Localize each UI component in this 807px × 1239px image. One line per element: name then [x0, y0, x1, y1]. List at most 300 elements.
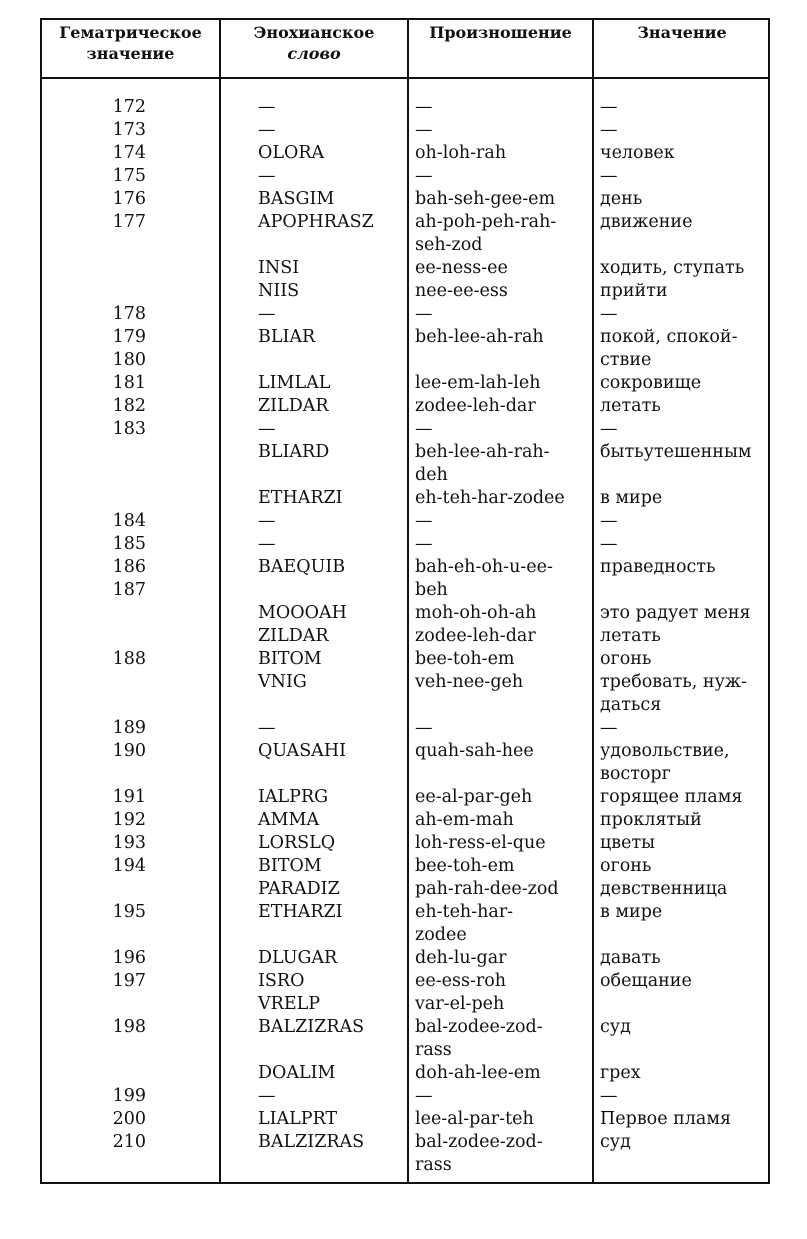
pronunciation-cell-line: ee-ness-ee: [415, 258, 508, 278]
enochian-word-cell: [258, 211, 374, 234]
header-meaning: [594, 22, 770, 77]
meaning-cell: [600, 280, 668, 303]
gematria-value-cell: [92, 947, 146, 970]
meaning-cell: [600, 602, 751, 625]
enochian-word-cell: [258, 418, 276, 441]
enochian-word-cell-line: QUASAHI: [258, 741, 346, 761]
gematria-value-cell-line: 188: [112, 649, 146, 669]
table-row: [42, 1062, 768, 1085]
gematria-value-cell-line: 179: [112, 327, 146, 347]
enochian-word-cell: [258, 142, 324, 165]
enochian-word-cell: [258, 993, 320, 1016]
meaning-cell-line: —: [600, 419, 618, 439]
meaning-cell: [600, 970, 692, 993]
meaning-cell-line: бытьутешенным: [600, 442, 752, 462]
meaning-cell-line: это радует меня: [600, 603, 751, 623]
enochian-word-cell: [258, 648, 322, 671]
header-pronunciation: [409, 22, 592, 77]
pronunciation-cell-line: —: [415, 1086, 433, 1106]
meaning-cell: [600, 671, 747, 717]
table-row: [42, 855, 768, 878]
gematria-value-cell-line: 173: [112, 120, 146, 140]
meaning-cell-line: обещание: [600, 971, 692, 991]
gematria-value-cell: [92, 533, 146, 556]
pronunciation-cell: [415, 418, 433, 441]
pronunciation-cell: [415, 855, 515, 878]
gematria-value-cell: [92, 96, 146, 119]
enochian-word-cell-line: LIALPRT: [258, 1109, 338, 1129]
pronunciation-cell: [415, 740, 534, 763]
enochian-word-cell-line: —: [258, 534, 276, 554]
table-row: [42, 878, 768, 901]
enochian-word-cell-line: ETHARZI: [258, 902, 343, 922]
enochian-word-cell-line: ISRO: [258, 971, 305, 991]
enochian-word-cell-line: VRELP: [258, 994, 320, 1014]
meaning-cell: [600, 1016, 631, 1039]
pronunciation-cell-line: var-el-peh: [415, 994, 505, 1014]
meaning-cell: [600, 1062, 641, 1085]
meaning-cell: [600, 1131, 631, 1154]
gematria-value-cell: [92, 556, 146, 579]
gematria-value-cell-line: 193: [112, 833, 146, 853]
meaning-cell-line: —: [600, 166, 618, 186]
pronunciation-cell-line: —: [415, 534, 433, 554]
meaning-cell: [600, 648, 651, 671]
meaning-cell: [600, 257, 744, 280]
meaning-cell-line: день: [600, 189, 643, 209]
enochian-word-cell-line: VNIG: [258, 672, 307, 692]
enochian-word-cell-line: —: [258, 1086, 276, 1106]
pronunciation-cell-line: seh-zod: [415, 235, 483, 255]
pronunciation-cell: [415, 441, 550, 487]
enochian-word-cell-line: —: [258, 97, 276, 117]
enochian-word-cell-line: BLIAR: [258, 327, 316, 347]
enochian-word-cell-line: AMMA: [258, 810, 320, 830]
enochian-word-cell: [258, 809, 319, 832]
meaning-cell-line: восторг: [600, 764, 671, 784]
pronunciation-cell: [415, 257, 508, 280]
gematria-value-cell: [92, 1108, 146, 1131]
enochian-word-cell: [258, 1016, 364, 1039]
pronunciation-cell: [415, 901, 513, 947]
pronunciation-cell-line: —: [415, 166, 433, 186]
gematria-value-cell-line: 175: [112, 166, 146, 186]
pronunciation-cell: [415, 717, 433, 740]
enochian-word-cell-line: OLORA: [258, 143, 325, 163]
meaning-cell: [600, 947, 661, 970]
pronunciation-cell: [415, 786, 532, 809]
table-row: [42, 947, 768, 970]
meaning-cell: [600, 878, 727, 901]
meaning-cell-line: —: [600, 534, 618, 554]
pronunciation-cell: [415, 648, 515, 671]
gematria-value-cell-line: 178: [112, 304, 146, 324]
pronunciation-cell: [415, 96, 433, 119]
table-row: [42, 671, 768, 717]
pronunciation-cell: [415, 119, 433, 142]
enochian-word-cell: [258, 533, 276, 556]
enochian-word-cell: [258, 947, 337, 970]
meaning-cell-line: требовать, нуж-: [600, 672, 747, 692]
gematria-value-cell: [92, 395, 146, 418]
enochian-word-cell: [258, 602, 347, 625]
pronunciation-cell-line: beh: [415, 580, 448, 600]
enochian-word-cell-line: BITOM: [258, 856, 322, 876]
pronunciation-cell-line: —: [415, 304, 433, 324]
gematria-value-cell: [92, 832, 146, 855]
meaning-cell-line: —: [600, 97, 618, 117]
header-text: Произношение: [429, 23, 572, 42]
table-row: [42, 1085, 768, 1108]
enochian-word-cell: [258, 878, 340, 901]
meaning-cell-line: —: [600, 120, 618, 140]
table-row: [42, 832, 768, 855]
gematria-value-cell: [92, 717, 146, 740]
gematria-value-cell-line: 198: [112, 1017, 146, 1037]
meaning-cell-line: Первое пламя: [600, 1109, 731, 1129]
meaning-cell: [600, 96, 618, 119]
enochian-word-cell: [258, 1108, 337, 1131]
pronunciation-cell-line: ah-em-mah: [415, 810, 514, 830]
enochian-word-cell: [258, 395, 329, 418]
pronunciation-cell-line: nee-ee-ess: [415, 281, 508, 301]
meaning-cell: [600, 372, 701, 395]
table-row: [42, 372, 768, 395]
pronunciation-cell-line: —: [415, 120, 433, 140]
enochian-word-cell: [258, 280, 299, 303]
table-row: [42, 326, 768, 372]
enochian-word-cell-line: INSI: [258, 258, 300, 278]
enochian-word-cell: [258, 1085, 276, 1108]
pronunciation-cell-line: —: [415, 97, 433, 117]
pronunciation-cell: [415, 188, 555, 211]
enochian-word-cell: [258, 855, 322, 878]
gematria-value-cell-line: 187: [112, 580, 146, 600]
gematria-value-cell: [92, 809, 146, 832]
meaning-cell: [600, 211, 692, 234]
pronunciation-cell: [415, 211, 556, 257]
enochian-word-cell-line: —: [258, 166, 276, 186]
meaning-cell-line: праведность: [600, 557, 716, 577]
gematria-value-cell: [92, 786, 146, 809]
pronunciation-cell: [415, 809, 514, 832]
gematria-value-cell-line: 186: [112, 557, 146, 577]
meaning-cell: [600, 1085, 618, 1108]
meaning-cell: [600, 418, 618, 441]
table-row: [42, 1016, 768, 1062]
meaning-cell: [600, 303, 618, 326]
enochian-word-cell-line: —: [258, 419, 276, 439]
meaning-cell-line: летать: [600, 396, 661, 416]
header-enochian-word: [221, 22, 407, 77]
gematria-value-cell: [92, 1085, 146, 1108]
meaning-cell-line: девственница: [600, 879, 728, 899]
gematria-value-cell-line: 181: [112, 373, 146, 393]
meaning-cell: [600, 188, 642, 211]
enochian-word-cell: [258, 671, 307, 694]
gematria-value-cell: [92, 211, 146, 234]
enochian-word-cell-line: APOPHRASZ: [258, 212, 374, 232]
pronunciation-cell-line: bah-eh-oh-u-ee-: [415, 557, 553, 577]
gematria-value-cell-line: 180: [112, 350, 146, 370]
meaning-cell-line: ствие: [600, 350, 652, 370]
meaning-cell: [600, 533, 618, 556]
enochian-word-cell: [258, 303, 276, 326]
pronunciation-cell-line: bah-seh-gee-em: [415, 189, 556, 209]
header-gematria-value: [42, 22, 219, 77]
meaning-cell: [600, 740, 730, 786]
gematria-value-cell-line: 183: [112, 419, 146, 439]
meaning-cell: [600, 441, 752, 464]
pronunciation-cell: [415, 1062, 541, 1085]
pronunciation-cell-line: ah-poh-peh-rah-: [415, 212, 557, 232]
meaning-cell: [600, 487, 662, 510]
enochian-word-cell: [258, 441, 329, 464]
gematria-value-cell: [92, 142, 146, 165]
pronunciation-cell-line: bee-toh-em: [415, 649, 515, 669]
gematria-value-cell: [92, 510, 146, 533]
enochian-word-cell: [258, 1131, 364, 1154]
meaning-cell-line: грех: [600, 1063, 641, 1083]
table-row: [42, 1131, 768, 1177]
meaning-cell-line: суд: [600, 1132, 631, 1152]
table-row: [42, 418, 768, 441]
pronunciation-cell-line: —: [415, 511, 433, 531]
gematria-table: [40, 18, 770, 1184]
gematria-value-cell: [92, 1016, 146, 1039]
meaning-cell: [600, 901, 662, 924]
meaning-cell: [600, 717, 618, 740]
enochian-word-cell-line: BALZIZRAS: [258, 1017, 365, 1037]
table-row: [42, 280, 768, 303]
table-row: [42, 786, 768, 809]
meaning-cell-line: человек: [600, 143, 675, 163]
meaning-cell-line: летать: [600, 626, 661, 646]
table-row: [42, 533, 768, 556]
meaning-cell: [600, 395, 661, 418]
meaning-cell-line: давать: [600, 948, 661, 968]
table-row: [42, 717, 768, 740]
meaning-cell-line: цветы: [600, 833, 656, 853]
pronunciation-cell: [415, 1131, 543, 1177]
table-row: [42, 165, 768, 188]
pronunciation-cell-line: eh-teh-har-: [415, 902, 514, 922]
table-row: [42, 648, 768, 671]
header-text: Энохианское: [253, 23, 375, 42]
gematria-value-cell-line: 176: [112, 189, 146, 209]
meaning-cell-line: суд: [600, 1017, 631, 1037]
pronunciation-cell: [415, 1016, 543, 1062]
enochian-word-cell-line: —: [258, 304, 276, 324]
gematria-value-cell-line: 194: [112, 856, 146, 876]
pronunciation-cell: [415, 533, 433, 556]
pronunciation-cell-line: zodee-leh-dar: [415, 626, 536, 646]
pronunciation-cell-line: zodee: [415, 925, 467, 945]
gematria-value-cell: [92, 119, 146, 142]
table-row: [42, 119, 768, 142]
pronunciation-cell: [415, 280, 508, 303]
enochian-word-cell: [258, 119, 276, 142]
pronunciation-cell: [415, 970, 506, 993]
table-row: [42, 441, 768, 487]
gematria-value-cell-line: 200: [112, 1109, 146, 1129]
enochian-word-cell: [258, 257, 299, 280]
pronunciation-cell-line: ee-al-par-geh: [415, 787, 533, 807]
pronunciation-cell: [415, 487, 565, 510]
meaning-cell-line: —: [600, 511, 618, 531]
pronunciation-cell: [415, 326, 544, 349]
enochian-word-cell-line: BLIARD: [258, 442, 330, 462]
gematria-value-cell: [92, 1131, 146, 1154]
enochian-word-cell: [258, 372, 330, 395]
pronunciation-cell: [415, 372, 541, 395]
pronunciation-cell-line: pah-rah-dee-zod: [415, 879, 559, 899]
meaning-cell: [600, 326, 738, 372]
table-row: [42, 211, 768, 257]
meaning-cell-line: —: [600, 1086, 618, 1106]
meaning-cell-line: в мире: [600, 902, 663, 922]
gematria-value-cell-line: 190: [112, 741, 146, 761]
gematria-value-cell-line: 189: [112, 718, 146, 738]
meaning-cell-line: в мире: [600, 488, 663, 508]
gematria-value-cell: [92, 901, 146, 924]
meaning-cell-line: сокровище: [600, 373, 702, 393]
pronunciation-cell-line: veh-nee-geh: [415, 672, 524, 692]
enochian-word-cell: [258, 740, 346, 763]
pronunciation-cell: [415, 165, 433, 188]
gematria-value-cell-line: 196: [112, 948, 146, 968]
table-row: [42, 487, 768, 510]
enochian-word-cell: [258, 188, 334, 211]
table-row: [42, 1108, 768, 1131]
pronunciation-cell-line: ee-ess-roh: [415, 971, 507, 991]
pronunciation-cell: [415, 947, 507, 970]
enochian-word-cell: [258, 717, 276, 740]
pronunciation-cell-line: —: [415, 718, 433, 738]
pronunciation-cell: [415, 993, 504, 1016]
pronunciation-cell: [415, 1085, 433, 1108]
enochian-word-cell: [258, 1062, 335, 1085]
pronunciation-cell-line: loh-ress-el-que: [415, 833, 546, 853]
enochian-word-cell: [258, 165, 276, 188]
table-row: [42, 96, 768, 119]
gematria-value-cell: [92, 303, 146, 326]
enochian-word-cell-line: BITOM: [258, 649, 322, 669]
table-row: [42, 740, 768, 786]
meaning-cell-line: прийти: [600, 281, 668, 301]
gematria-value-cell-line: 192: [112, 810, 146, 830]
pronunciation-cell-line: quah-sah-hee: [415, 741, 534, 761]
meaning-cell: [600, 119, 618, 142]
enochian-word-cell-line: BASGIM: [258, 189, 335, 209]
pronunciation-cell-line: doh-ah-lee-em: [415, 1063, 541, 1083]
gematria-value-cell: [92, 188, 146, 211]
enochian-word-cell-line: LIMLAL: [258, 373, 331, 393]
gematria-value-cell: [92, 740, 146, 763]
pronunciation-cell-line: deh: [415, 465, 448, 485]
meaning-cell-line: огонь: [600, 856, 652, 876]
enochian-word-cell: [258, 970, 304, 993]
pronunciation-cell-line: bal-zodee-zod-: [415, 1132, 543, 1152]
pronunciation-cell: [415, 878, 559, 901]
gematria-value-cell-line: 177: [112, 212, 146, 232]
enochian-word-cell-line: —: [258, 120, 276, 140]
table-row: [42, 625, 768, 648]
meaning-cell-line: проклятый: [600, 810, 702, 830]
enochian-word-cell-line: LORSLQ: [258, 833, 336, 853]
meaning-cell: [600, 625, 661, 648]
pronunciation-cell: [415, 142, 506, 165]
gematria-value-cell: [92, 648, 146, 671]
pronunciation-cell-line: eh-teh-har-zodee: [415, 488, 565, 508]
enochian-word-cell: [258, 832, 335, 855]
pronunciation-cell-line: bee-toh-em: [415, 856, 515, 876]
enochian-word-cell: [258, 487, 343, 510]
header-text: значение: [86, 44, 175, 63]
header-text: Гематрическое: [59, 23, 202, 42]
meaning-cell: [600, 510, 618, 533]
pronunciation-cell-line: lee-al-par-teh: [415, 1109, 534, 1129]
meaning-cell: [600, 786, 742, 809]
pronunciation-cell: [415, 556, 553, 602]
table-row: [42, 303, 768, 326]
pronunciation-cell-line: oh-loh-rah: [415, 143, 507, 163]
pronunciation-cell: [415, 671, 523, 694]
gematria-value-cell: [92, 855, 146, 878]
meaning-cell-line: —: [600, 718, 618, 738]
enochian-word-cell: [258, 96, 276, 119]
enochian-word-cell-line: IALPRG: [258, 787, 329, 807]
meaning-cell: [600, 142, 675, 165]
meaning-cell: [600, 556, 716, 579]
table-row: [42, 556, 768, 602]
enochian-word-cell: [258, 786, 328, 809]
gematria-value-cell: [92, 418, 146, 441]
meaning-cell-line: огонь: [600, 649, 652, 669]
enochian-word-cell-line: —: [258, 511, 276, 531]
meaning-cell: [600, 855, 651, 878]
enochian-word-cell: [258, 625, 329, 648]
gematria-value-cell-line: 185: [112, 534, 146, 554]
gematria-value-cell: [92, 372, 146, 395]
table-row: [42, 510, 768, 533]
pronunciation-cell-line: beh-lee-ah-rah: [415, 327, 544, 347]
meaning-cell-line: ходить, ступать: [600, 258, 745, 278]
pronunciation-cell-line: zodee-leh-dar: [415, 396, 536, 416]
table-row: [42, 257, 768, 280]
enochian-word-cell: [258, 510, 276, 533]
meaning-cell-line: движение: [600, 212, 693, 232]
header-divider: [42, 77, 768, 79]
header-text: Значение: [637, 23, 727, 42]
pronunciation-cell: [415, 510, 433, 533]
enochian-word-cell: [258, 556, 345, 579]
table-row: [42, 142, 768, 165]
gematria-value-cell-line: 197: [112, 971, 146, 991]
meaning-cell-line: покой, спокой-: [600, 327, 738, 347]
enochian-word-cell-line: ZILDAR: [258, 396, 329, 416]
gematria-value-cell: [92, 326, 146, 349]
enochian-word-cell-line: MOOOAH: [258, 603, 347, 623]
gematria-value-cell-line: 199: [112, 1086, 146, 1106]
enochian-word-cell-line: BAEQUIB: [258, 557, 346, 577]
meaning-cell-line: удовольствие,: [600, 741, 730, 761]
gematria-value-cell-line: 195: [112, 902, 146, 922]
gematria-value-cell: [92, 579, 146, 602]
gematria-value-cell-line: 184: [112, 511, 146, 531]
pronunciation-cell-line: lee-em-lah-leh: [415, 373, 541, 393]
enochian-word-cell-line: —: [258, 718, 276, 738]
